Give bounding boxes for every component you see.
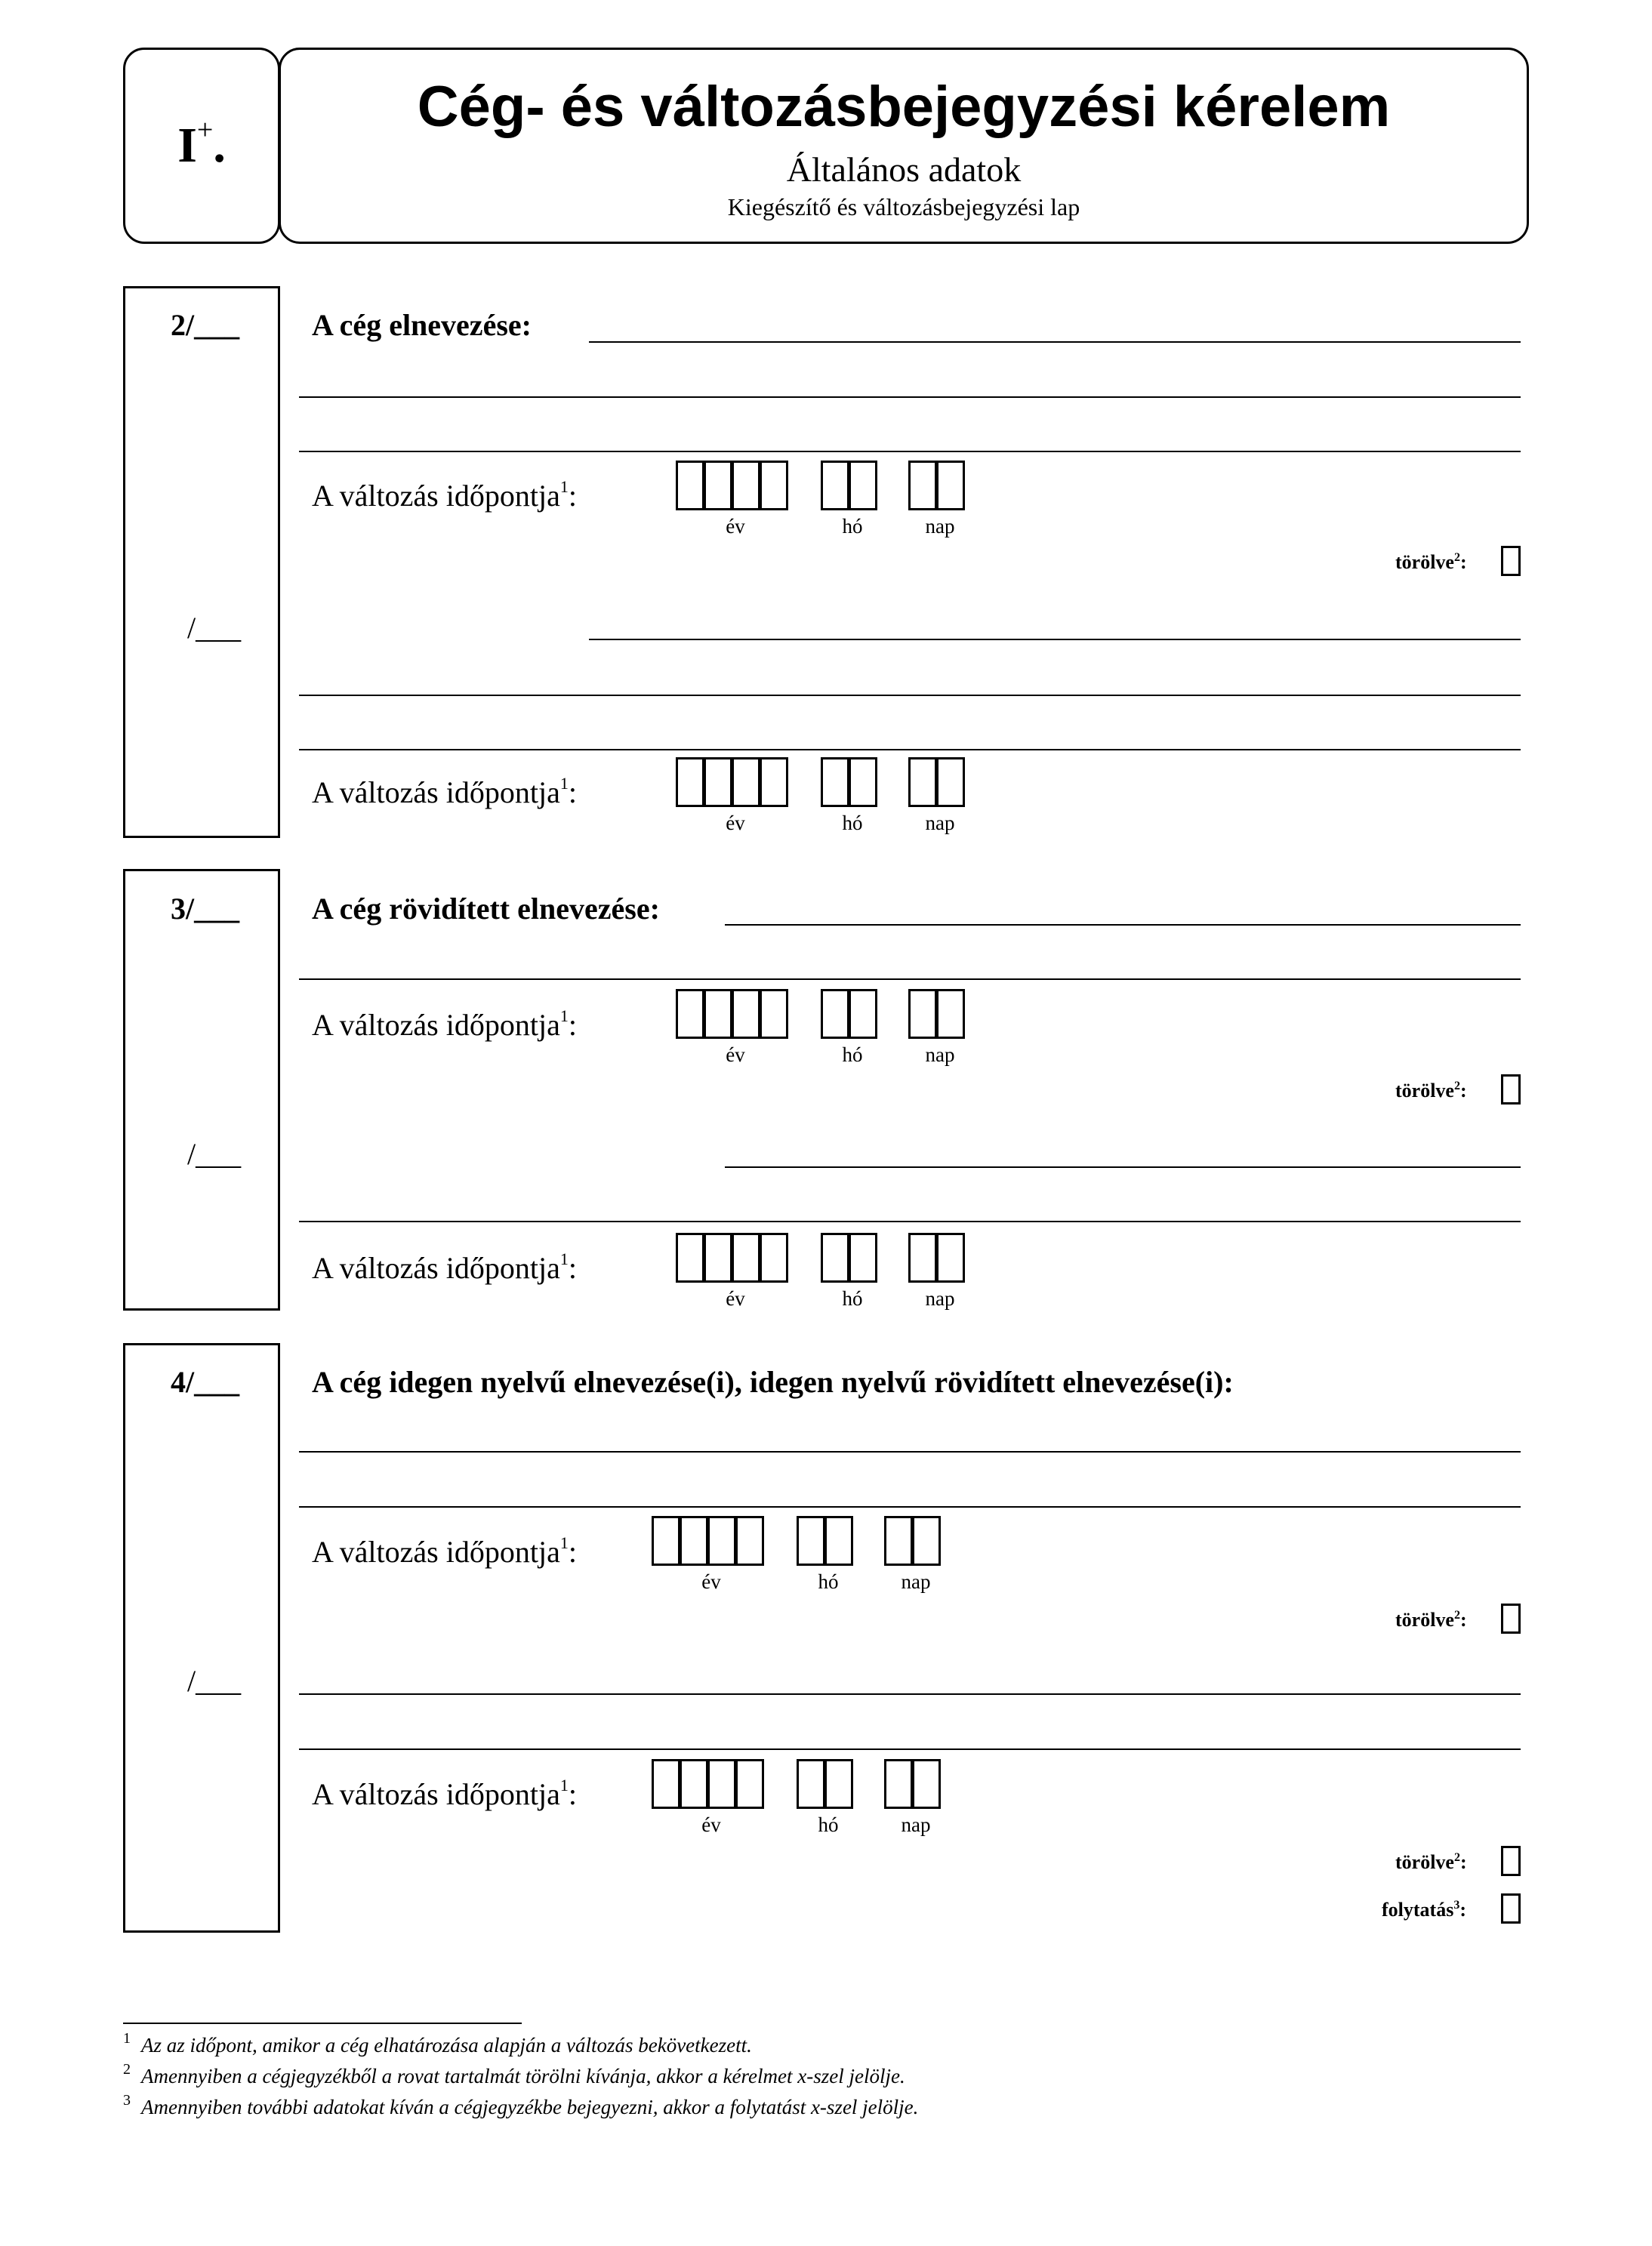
year-label: év (726, 1287, 745, 1310)
year-digit-3[interactable] (707, 1759, 736, 1809)
year-digit-3[interactable] (732, 989, 760, 1039)
day-label: nap (901, 1813, 931, 1836)
day-digit-2[interactable] (912, 1759, 941, 1809)
day-label: nap (925, 1287, 955, 1310)
day-digit-2[interactable] (936, 757, 965, 807)
section-4-number: 4/___ (171, 1365, 240, 1399)
deleted-checkbox[interactable] (1501, 1074, 1521, 1105)
month-digit-2[interactable] (849, 757, 877, 807)
deleted-checkbox[interactable] (1501, 1604, 1521, 1634)
year-digit-4[interactable] (760, 989, 788, 1039)
year-digit-3[interactable] (732, 757, 760, 807)
year-digit-3[interactable] (732, 1233, 760, 1283)
year-digit-1[interactable] (676, 461, 704, 510)
footnote-separator (123, 2023, 522, 2024)
day-digit-1[interactable] (884, 1516, 913, 1566)
year-digit-4[interactable] (760, 1233, 788, 1283)
month-label: hó (842, 1287, 863, 1310)
section-3-slash: /___ (187, 1137, 242, 1171)
change-date-label: A változás időpontja$^1$: (312, 1249, 577, 1285)
year-label: év (726, 515, 745, 538)
day-digit-2[interactable] (936, 989, 965, 1039)
year-digit-3[interactable] (732, 461, 760, 510)
year-digit-1[interactable] (652, 1516, 680, 1566)
footnote-3: 3 Amennyiben további adatokat kíván a cégjegyzékbe bejegyezni, akkor a folytatást x-szel jelölje. (123, 2092, 919, 2118)
change-date-label: A változás időpontja$^1$: (312, 1776, 577, 1811)
day-digit-2[interactable] (936, 461, 965, 510)
short-name-line-4[interactable] (299, 1221, 1521, 1222)
month-label: hó (818, 1813, 839, 1836)
short-name-line-1[interactable] (725, 924, 1521, 926)
year-digit-2[interactable] (704, 757, 732, 807)
year-digit-2[interactable] (680, 1759, 708, 1809)
deleted-checkbox[interactable] (1501, 1846, 1521, 1876)
day-digit-1[interactable] (908, 757, 937, 807)
continuation-label: folytatás$^3$: (1382, 1899, 1466, 1921)
month-digit-2[interactable] (824, 1759, 853, 1809)
year-digit-2[interactable] (704, 989, 732, 1039)
change-date-label: A változás időpontja$^1$: (312, 477, 577, 513)
deleted-label: törölve$^2$: (1395, 1609, 1467, 1631)
section-3-number: 3/___ (171, 892, 240, 926)
name-line-2[interactable] (299, 396, 1521, 398)
day-digit-1[interactable] (884, 1759, 913, 1809)
year-digit-1[interactable] (676, 1233, 704, 1283)
day-label: nap (901, 1570, 931, 1593)
day-label: nap (925, 812, 955, 834)
year-digit-4[interactable] (735, 1759, 764, 1809)
day-digit-1[interactable] (908, 1233, 937, 1283)
year-label: év (701, 1813, 721, 1836)
month-label: hó (842, 1043, 863, 1066)
change-date-label: A változás időpontja$^1$: (312, 1006, 577, 1042)
month-label: hó (818, 1570, 839, 1593)
year-digit-1[interactable] (676, 757, 704, 807)
year-digit-2[interactable] (704, 461, 732, 510)
foreign-name-line-3[interactable] (299, 1693, 1521, 1695)
section-4-label: A cég idegen nyelvű elnevezése(i), idegen nyelvű rövidített elnevezése(i): (312, 1365, 1234, 1399)
foreign-name-line-4[interactable] (299, 1748, 1521, 1750)
month-digit-2[interactable] (849, 989, 877, 1039)
year-digit-2[interactable] (680, 1516, 708, 1566)
year-label: év (701, 1570, 721, 1593)
footnote-2: 2 Amennyiben a cégjegyzékből a rovat tartalmát törölni kívánja, akkor a kérelmet x-szel jelölje. (123, 2061, 905, 2087)
deleted-label: törölve$^2$: (1395, 1851, 1467, 1873)
day-digit-2[interactable] (936, 1233, 965, 1283)
page-subsubtitle: Kiegészítő és változásbejegyzési lap (727, 193, 1080, 220)
month-digit-1[interactable] (821, 461, 849, 510)
short-name-line-2[interactable] (299, 978, 1521, 980)
page-title: Cég- és változásbejegyzési kérelem (417, 75, 1391, 139)
year-digit-1[interactable] (652, 1759, 680, 1809)
name-line-6[interactable] (299, 749, 1521, 750)
month-digit-1[interactable] (821, 989, 849, 1039)
year-digit-3[interactable] (707, 1516, 736, 1566)
short-name-line-3[interactable] (725, 1166, 1521, 1168)
year-digit-4[interactable] (735, 1516, 764, 1566)
year-digit-4[interactable] (760, 757, 788, 807)
name-line-4[interactable] (589, 639, 1521, 640)
footnote-1: 1 Az az időpont, amikor a cég elhatározása alapján a változás bekövetkezett. (123, 2030, 752, 2057)
year-label: év (726, 1043, 745, 1066)
deleted-label: törölve$^2$: (1395, 1080, 1467, 1101)
change-date-label: A változás időpontja$^1$: (312, 774, 577, 809)
foreign-name-line-1[interactable] (299, 1451, 1521, 1453)
month-digit-1[interactable] (821, 1233, 849, 1283)
month-digit-2[interactable] (849, 1233, 877, 1283)
section-2-slash: /___ (187, 611, 242, 645)
year-digit-2[interactable] (704, 1233, 732, 1283)
change-date-label: A változás időpontja$^1$: (312, 1533, 577, 1569)
foreign-name-line-2[interactable] (299, 1506, 1521, 1508)
year-digit-1[interactable] (676, 989, 704, 1039)
deleted-label: törölve$^2$: (1395, 551, 1467, 573)
month-digit-1[interactable] (821, 757, 849, 807)
year-label: év (726, 812, 745, 834)
section-2-box (123, 286, 280, 838)
day-label: nap (925, 515, 955, 538)
month-digit-2[interactable] (849, 461, 877, 510)
section-4-box (123, 1343, 280, 1933)
year-digit-4[interactable] (760, 461, 788, 510)
day-digit-1[interactable] (908, 989, 937, 1039)
month-digit-2[interactable] (824, 1516, 853, 1566)
section-3-box (123, 869, 280, 1311)
month-label: hó (842, 812, 863, 834)
name-line-5[interactable] (299, 695, 1521, 696)
form-code: I+. (177, 114, 226, 173)
month-digit-1[interactable] (797, 1759, 825, 1809)
section-2-number: 2/___ (171, 308, 240, 342)
deleted-checkbox[interactable] (1501, 546, 1521, 576)
month-digit-1[interactable] (797, 1516, 825, 1566)
section-2-label: A cég elnevezése: (312, 308, 532, 342)
section-3-label: A cég rövidített elnevezése: (312, 892, 660, 926)
name-line-1[interactable] (589, 341, 1521, 343)
continuation-checkbox[interactable] (1501, 1893, 1521, 1924)
month-label: hó (842, 515, 863, 538)
section-4-slash: /___ (187, 1664, 242, 1698)
day-digit-1[interactable] (908, 461, 937, 510)
name-line-3[interactable] (299, 451, 1521, 452)
day-label: nap (925, 1043, 955, 1066)
day-digit-2[interactable] (912, 1516, 941, 1566)
page-subtitle: Általános adatok (786, 150, 1022, 189)
